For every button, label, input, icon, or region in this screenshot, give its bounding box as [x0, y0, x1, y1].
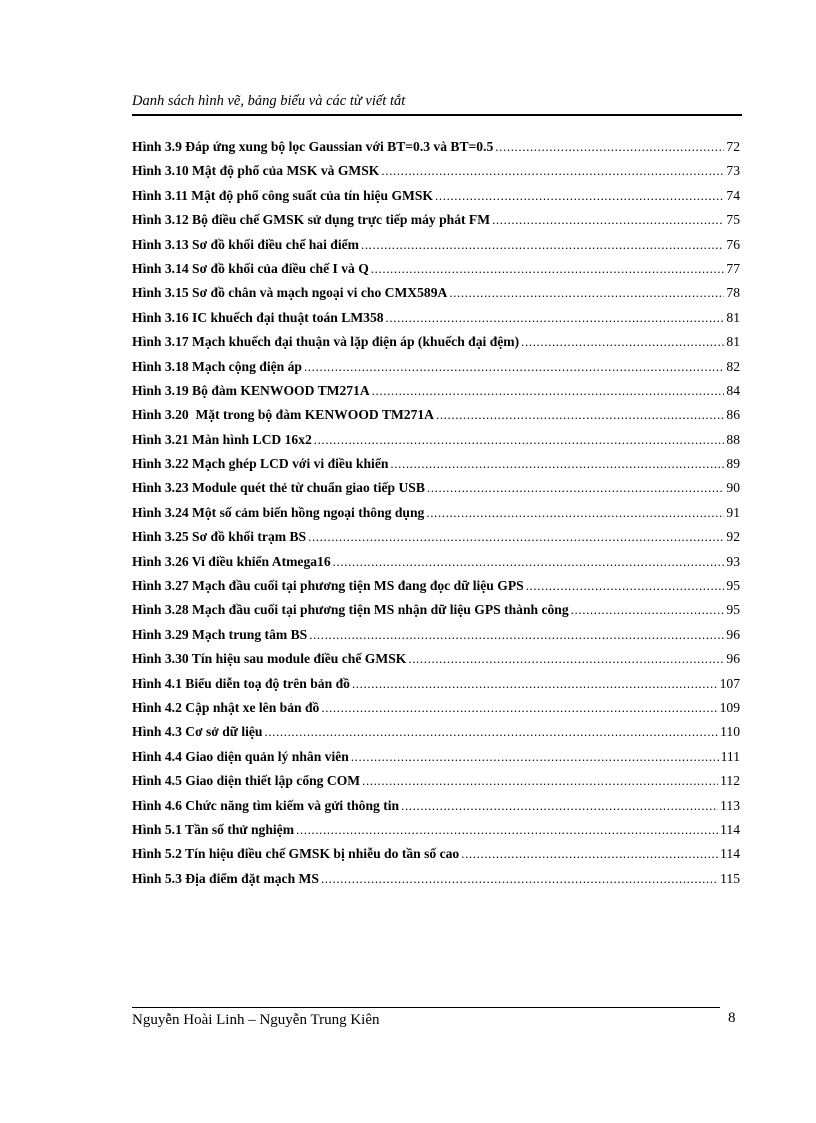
toc-entry-page: 86 [726, 407, 740, 423]
toc-entry-label: Hình 4.6 Chức năng tìm kiếm và gửi thông tin [132, 797, 400, 813]
dot-leader [361, 237, 724, 253]
toc-entry-page: 88 [726, 431, 740, 447]
toc-entry[interactable] [132, 529, 740, 553]
dot-leader [449, 285, 724, 301]
toc-entry-page: 77 [726, 260, 740, 276]
toc-entry-label: Hình 3.29 Mạch trung tâm BS [132, 626, 308, 642]
toc-entry-label: Hình 3.21 Màn hình LCD 16x2 [132, 431, 312, 447]
toc-entry-page: 81 [726, 334, 740, 350]
toc-entry-label: Hình 4.4 Giao diện quản lý nhân viên [132, 748, 349, 764]
toc-entry-page: 96 [726, 651, 740, 667]
toc-entry-label: Hình 5.3 Địa điểm đặt mạch MS [132, 870, 319, 886]
toc-entry-page: 89 [726, 456, 740, 472]
dot-leader [426, 505, 724, 521]
toc-entry-page: 96 [726, 626, 740, 642]
toc-entry-label: Hình 3.13 Sơ đồ khối điều chế hai điểm [132, 236, 359, 252]
toc-entry[interactable] [132, 212, 740, 236]
toc-entry-label: Hình 4.3 Cơ sở dữ liệu [132, 724, 263, 740]
toc-entry[interactable] [132, 798, 740, 822]
dot-leader [264, 724, 718, 740]
toc-entry[interactable] [132, 163, 740, 187]
dot-leader [521, 334, 724, 350]
dot-leader [296, 822, 718, 838]
toc-entry-label: Hình 3.16 IC khuếch đại thuật toán LM358 [132, 309, 384, 325]
toc-entry-label: Hình 3.20 Mặt trong bộ đàm KENWOOD TM271A [132, 407, 434, 423]
toc-entry-page: 93 [726, 553, 740, 569]
dot-leader [461, 846, 718, 862]
toc-entry[interactable] [132, 749, 740, 773]
toc-entry-label: Hình 3.30 Tín hiệu sau module điều chế GMSK [132, 651, 407, 667]
toc-entry-page: 92 [726, 529, 740, 545]
dot-leader [390, 456, 724, 472]
dot-leader [308, 529, 724, 545]
dot-leader [381, 163, 724, 179]
toc-entry[interactable] [132, 676, 740, 700]
page-header-title: Danh sách hình vẽ, bảng biểu và các từ viết tắt [132, 93, 406, 109]
toc-entry-page: 73 [726, 163, 740, 179]
toc-entry-page: 112 [720, 773, 740, 789]
toc-entry-label: Hình 4.2 Cập nhật xe lên bản đồ [132, 699, 320, 715]
dot-leader [408, 651, 724, 667]
toc-entry[interactable] [132, 700, 740, 724]
dot-leader [436, 407, 724, 423]
dot-leader [371, 261, 725, 277]
toc-entry[interactable] [132, 578, 740, 602]
page-number: 8 [728, 1010, 736, 1026]
dot-leader [321, 871, 718, 887]
toc-entry[interactable] [132, 554, 740, 578]
toc-entry-label: Hình 3.14 Sơ đồ khối của điều chế I và Q [132, 260, 369, 276]
toc-entry-label: Hình 3.24 Một số cảm biến hồng ngoại thông dụng [132, 504, 425, 520]
list-of-figures [132, 139, 740, 895]
header-divider [132, 114, 742, 116]
toc-entry-page: 74 [726, 187, 740, 203]
toc-entry[interactable] [132, 383, 740, 407]
dot-leader [435, 188, 724, 204]
toc-entry-label: Hình 3.26 Vi điều khiển Atmega16 [132, 553, 331, 569]
toc-entry[interactable] [132, 456, 740, 480]
toc-entry-page: 95 [726, 602, 740, 618]
dot-leader [526, 578, 725, 594]
toc-entry-label: Hình 5.2 Tín hiệu điều chế GMSK bị nhiễu do tần số cao [132, 846, 460, 862]
toc-entry[interactable] [132, 334, 740, 358]
toc-entry-label: Hình 3.23 Module quét thẻ từ chuẩn giao tiếp USB [132, 480, 425, 496]
toc-entry[interactable] [132, 237, 740, 261]
dot-leader [571, 602, 725, 618]
toc-entry[interactable] [132, 407, 740, 431]
toc-entry-page: 76 [726, 236, 740, 252]
toc-entry-label: Hình 3.28 Mạch đầu cuối tại phương tiện MS nhận dữ liệu GPS thành công [132, 602, 569, 618]
toc-entry-label: Hình 3.27 Mạch đầu cuối tại phương tiện MS đang đọc dữ liệu GPS [132, 578, 524, 594]
toc-entry-page: 114 [720, 846, 740, 862]
toc-entry[interactable] [132, 261, 740, 285]
toc-entry-page: 115 [720, 870, 740, 886]
toc-entry-label: Hình 3.19 Bộ đàm KENWOOD TM271A [132, 382, 370, 398]
toc-entry-page: 91 [726, 504, 740, 520]
toc-entry[interactable] [132, 505, 740, 529]
toc-entry-page: 84 [726, 382, 740, 398]
toc-entry-page: 111 [720, 748, 740, 764]
toc-entry-label: Hình 4.1 Biểu diễn toạ độ trên bản đồ [132, 675, 350, 691]
toc-entry-page: 82 [726, 358, 740, 374]
toc-entry-label: Hình 3.25 Sơ đồ khối trạm BS [132, 529, 307, 545]
toc-entry[interactable] [132, 871, 740, 895]
toc-entry-page: 109 [719, 699, 740, 715]
dot-leader [314, 432, 725, 448]
dot-leader [427, 480, 724, 496]
toc-entry-label: Hình 3.22 Mạch ghép LCD với vi điều khiển [132, 456, 389, 472]
toc-entry-label: Hình 3.17 Mạch khuếch đại thuận và lặp điện áp (khuếch đại đệm) [132, 334, 520, 350]
toc-entry[interactable] [132, 285, 740, 309]
dot-leader [352, 676, 718, 692]
dot-leader [304, 359, 724, 375]
toc-entry[interactable] [132, 724, 740, 748]
toc-entry[interactable] [132, 139, 740, 163]
toc-entry-page: 110 [720, 724, 740, 740]
toc-entry-label: Hình 5.1 Tần số thử nghiệm [132, 821, 295, 837]
dot-leader [492, 212, 724, 228]
toc-entry-page: 113 [720, 797, 740, 813]
toc-entry[interactable] [132, 651, 740, 675]
toc-entry[interactable] [132, 188, 740, 212]
toc-entry-page: 81 [726, 309, 740, 325]
dot-leader [362, 773, 718, 789]
toc-entry[interactable] [132, 773, 740, 797]
dot-leader [372, 383, 725, 399]
toc-entry-label: Hình 4.5 Giao diện thiết lập cổng COM [132, 773, 361, 789]
toc-entry-page: 72 [726, 139, 740, 154]
toc-entry-label: Hình 3.11 Mật độ phổ công suất của tín hiệu GMSK [132, 187, 434, 203]
dot-leader [401, 798, 718, 814]
toc-entry-label: Hình 3.18 Mạch cộng điện áp [132, 358, 302, 374]
toc-entry[interactable] [132, 846, 740, 870]
dot-leader [351, 749, 719, 765]
toc-entry-page: 75 [726, 212, 740, 228]
toc-entry[interactable] [132, 480, 740, 504]
toc-entry-page: 95 [726, 578, 740, 594]
toc-entry[interactable] [132, 822, 740, 846]
dot-leader [495, 139, 724, 155]
toc-entry[interactable] [132, 602, 740, 626]
toc-entry[interactable] [132, 359, 740, 383]
toc-entry[interactable] [132, 627, 740, 651]
dot-leader [386, 310, 725, 326]
footer-divider [132, 1007, 720, 1008]
toc-entry-page: 90 [726, 480, 740, 496]
toc-entry-page: 78 [726, 285, 740, 301]
toc-entry-label: Hình 3.15 Sơ đồ chân và mạch ngoại vi cho CMX589A [132, 285, 448, 301]
dot-leader [333, 554, 725, 570]
toc-entry-label: Hình 3.9 Đáp ứng xung bộ lọc Gaussian với BT=0.3 và BT=0.5 [132, 139, 494, 154]
footer-authors: Nguyễn Hoài Linh – Nguyễn Trung Kiên [132, 1012, 380, 1028]
toc-entry-page: 107 [719, 675, 740, 691]
toc-entry[interactable] [132, 310, 740, 334]
toc-entry[interactable] [132, 432, 740, 456]
toc-entry-page: 114 [720, 821, 740, 837]
toc-entry-label: Hình 3.12 Bộ điều chế GMSK sử dụng trực tiếp máy phát FM [132, 212, 491, 228]
dot-leader [321, 700, 717, 716]
dot-leader [309, 627, 724, 643]
toc-entry-label: Hình 3.10 Mật độ phổ của MSK và GMSK [132, 163, 380, 179]
